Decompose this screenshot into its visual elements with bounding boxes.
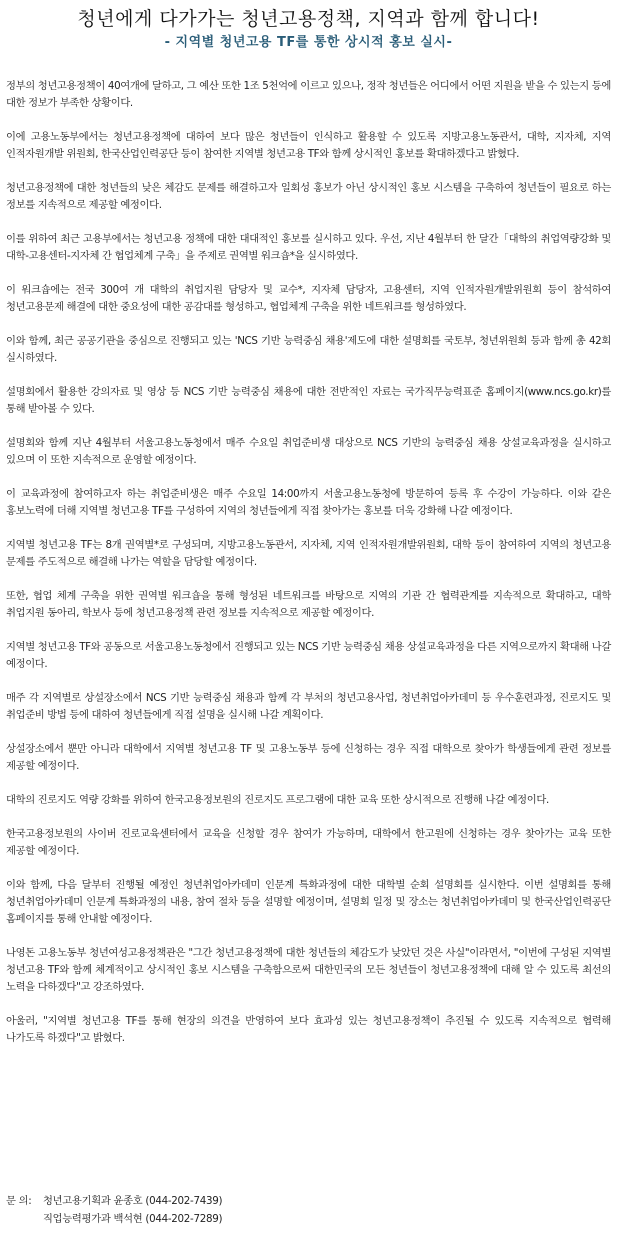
paragraph-course-registration: 이 교육과정에 참여하고자 하는 취업준비생은 매주 수요일 14:00까지 서울고용노동청에 방문하여 등록 후 수강이 가능하다. 이와 같은 홍보노력에 더해 지역별 청년고용 TF를 구성하여 지역의 청년들에게 직접 찾아가는 홍보를 더욱 강화해 나갈 예정이다. [6, 488, 611, 517]
contact-line-1: 청년고용기획과 윤종호 (044-202-7439) [42, 1195, 223, 1207]
contact-block [6, 1192, 222, 1228]
paragraph-ministry-promotion: 이에 고용노동부에서는 청년고용정책에 대하여 보다 많은 청년들이 인식하고 활용할 수 있도록 지방고용노동관서, 대학, 지자체, 지역 인적자원개발 위원회, 한국산업인력공단 등이 참여한 지역별 청년고용 TF와 함께 상시적인 홍보를 확대하겠다고 밝혔다. [6, 131, 611, 160]
document-header [0, 6, 617, 52]
contact-row-primary [6, 1192, 222, 1210]
paragraph-budget-overview: 정부의 청년고용정책이 40여개에 달하고, 그 예산 또한 1조 5천억에 이르고 있으나, 정작 청년들은 어디에서 어떤 지원을 받을 수 있는지 등에 대한 정보가 부족한 상황이다. [6, 80, 611, 109]
paragraph-ncs-briefings: 이와 함께, 최근 공공기관을 중심으로 진행되고 있는 'NCS 기반 능력중심 채용'제도에 대한 설명회를 국토부, 청년위원회 등과 함께 총 42회 실시하였다. [6, 335, 611, 364]
contact-label: 문 의: [6, 1195, 32, 1207]
paragraph-seoul-course: 설명회와 함께 지난 4월부터 서울고용노동청에서 매주 수요일 취업준비생 대상으로 NCS 기반의 능력중심 채용 상설교육과정을 실시하고 있으며 이 또한 지속적으로 운영할 예정이다. [6, 437, 611, 466]
paragraph-course-expansion: 지역별 청년고용 TF와 공동으로 서울고용노동청에서 진행되고 있는 NCS 기반 능력중심 채용 상설교육과정을 다른 지역으로까지 확대해 나갈 예정이다. [6, 641, 611, 670]
paragraph-weekly-sessions: 매주 각 지역별로 상설장소에서 NCS 기반 능력중심 채용과 함께 각 부처의 청년고용사업, 청년취업아카데미 등 우수훈련과정, 진로지도 및 취업준비 방법 등에 대하여 청년들에게 직접 설명을 실시해 나갈 계획이다. [6, 692, 611, 721]
paragraph-cyber-center: 한국고용정보원의 사이버 진로교육센터에서 교육을 신청할 경우 참여가 가능하며, 대학에서 한고원에 신청하는 경우 찾아가는 교육 또한 제공할 예정이다. [6, 828, 611, 857]
paragraph-regional-tf: 지역별 청년고용 TF는 8개 권역별*로 구성되며, 지방고용노동관서, 지자체, 지역 인적자원개발위원회, 대학 등이 참여하여 지역의 청년고용 문제를 주도적으로 해결해 나가는 역할을 담당할 예정이다. [6, 539, 611, 568]
paragraph-workshop-participants: 이 워크숍에는 전국 300여 개 대학의 취업지원 담당자 및 교수*, 지자체 담당자, 고용센터, 지역 인적자원개발위원회 등이 참석하여 청년고용문제 해결에 대한 중요성에 대한 공감대를 형성하고, 협업체계 구축을 위한 네트워크를 형성하였다. [6, 284, 611, 313]
paragraph-ncs-materials: 설명회에서 활용한 강의자료 및 영상 등 NCS 기반 능력중심 채용에 대한 전반적인 자료는 국가직무능력표준 홈페이지(www.ncs.go.kr)를 통해 받아볼 수 있다. [6, 386, 611, 415]
paragraph-career-guidance: 대학의 진로지도 역량 강화를 위하여 한국고용정보원의 진로지도 프로그램에 대한 교육 또한 상시적으로 진행해 나갈 예정이다. [6, 794, 549, 806]
paragraph-network-expansion: 또한, 협업 체계 구축을 위한 권역별 워크숍을 통해 형성된 네트워크를 바탕으로 지역의 기관 간 협력관계를 지속적으로 확대하고, 대학 취업지원 동아리, 학보사 등에 청년고용정책 관련 정보를 지속적으로 제공할 예정이다. [6, 590, 611, 619]
paragraph-closing-quote: 아울러, "지역별 청년고용 TF를 통해 현장의 의견을 반영하여 보다 효과성 있는 청년고용정책이 추진될 수 있도록 지속적으로 협력해 나가도록 하겠다"고 밝혔다. [6, 1015, 611, 1044]
contact-line-2: 직업능력평가과 백석현 (044-202-7289) [42, 1213, 223, 1225]
contact-row-secondary [6, 1210, 222, 1228]
document-body [6, 78, 611, 1064]
paragraph-academy-briefings: 이와 함께, 다음 달부터 진행될 예정인 청년취업아카데미 인문계 특화과정에 대한 대학별 순회 설명회를 실시한다. 이번 설명회를 통해 청년취업아카데미 인문계 특화과정의 내용, 참여 절차 등을 설명할 예정이며, 설명회 일정 및 장소는 청년취업아카데미 및 한국산업인력공단 홈페이지를 통해 안내할 예정이다. [6, 879, 611, 925]
paragraph-permanent-system: 청년고용정책에 대한 청년들의 낮은 체감도 문제를 해결하고자 일회성 홍보가 아닌 상시적인 홍보 시스템을 구축하여 청년들이 필요로 하는 정보를 지속적으로 제공할 예정이다. [6, 182, 611, 211]
paragraph-official-quote: 나영돈 고용노동부 청년여성고용정책관은 "그간 청년고용정책에 대한 청년들의 체감도가 낮았던 것은 사실"이라면서, "이번에 구성된 지역별 청년고용 TF와 함께 체계적이고 상시적인 홍보 시스템을 구축함으로써 대한민국의 모든 청년들이 청년고용정책에 대해 알 수 있도록 최선의 노력을 다하겠다"고 강조하였다. [6, 947, 611, 993]
document-subtitle: - 지역별 청년고용 TF를 통한 상시적 홍보 실시- [164, 35, 453, 50]
paragraph-workshop: 이를 위하여 최근 고용부에서는 청년고용 정책에 대한 대대적인 홍보를 실시하고 있다. 우선, 지난 4월부터 한 달간「대학의 취업역량강화 및 대학-고용센터-지자체 간 협업체계 구축」을 주제로 권역별 워크숍*을 실시하였다. [6, 233, 611, 262]
paragraph-campus-visits: 상설장소에서 뿐만 아니라 대학에서 지역별 청년고용 TF 및 고용노동부 등에 신청하는 경우 직접 대학으로 찾아가 학생들에게 관련 정보를 제공할 예정이다. [6, 743, 611, 772]
document-title: 청년에게 다가가는 청년고용정책, 지역과 함께 합니다! [77, 8, 540, 30]
